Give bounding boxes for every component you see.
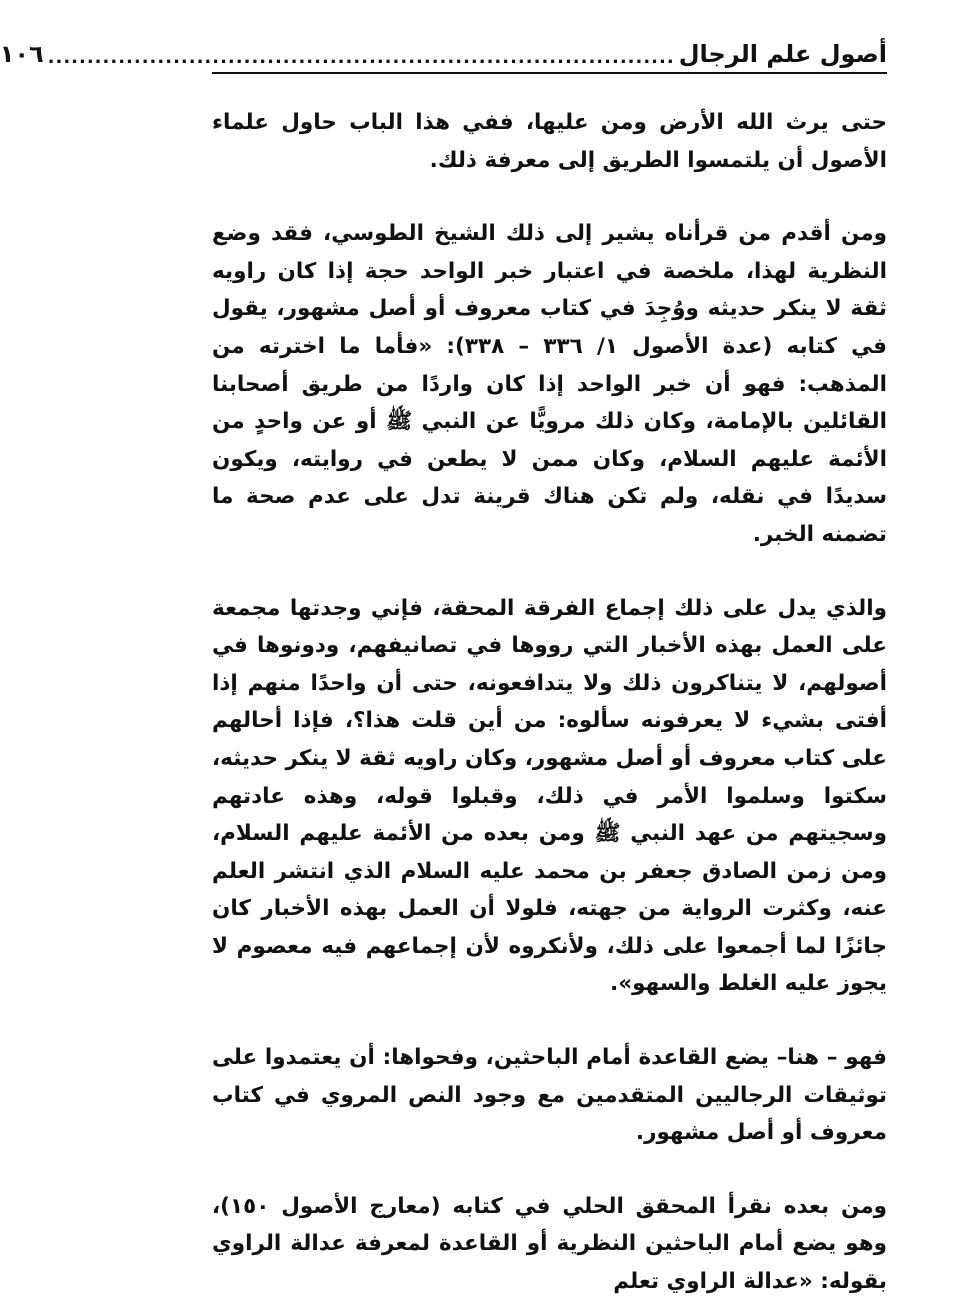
paragraph: فهو – هنا– يضع القاعدة أمام الباحثين، وفحواها: أن يعتمدوا على توثيقات الرجاليين المتقدمين مع وجود النص المروي في كتاب معروف أو أصل مشهور. xyxy=(212,1045,887,1146)
header-dot-leader: ................................................................................ xyxy=(47,47,675,68)
paragraph: حتى يرث الله الأرض ومن عليها، ففي هذا الباب حاول علماء الأصول أن يلتمسوا الطريق إلى معرفة ذلك. xyxy=(212,110,887,173)
running-title: أصول علم الرجال xyxy=(678,40,887,68)
paragraph: ومن بعده نقرأ المحقق الحلي في كتابه (معارج الأصول ١٥٠)، وهو يضع أمام الباحثين النظرية أو القاعدة لمعرفة عدالة الراوي بقوله: «عدالة الراوي تعلم xyxy=(212,1193,887,1295)
page-number: ١٠٦ xyxy=(0,40,44,68)
paragraph: ومن أقدم من قرأناه يشير إلى ذلك الشيخ الطوسي، فقد وضع النظرية لهذا، ملخصة في اعتبار خبر الواحد حجة إذا كان راويه ثقة لا ينكر حديثه ووُجِدَ في كتاب معروف أو أصل مشهور، يقول في كتابه (عدة الأصول ١/ ٣٣٦ – ٣٣٨): «فأما ما اخترته من المذهب: فهو أن خبر الواحد إذا كان واردًا من طريق أصحابنا القائلين بالإمامة، وكان ذلك مرويًّا عن النبي ﷺ أو عن واحدٍ من الأئمة عليهم السلام، وكان ممن لا يطعن في روايته، ويكون سديدًا في نقله، ولم تكن هناك قرينة تدل على عدم صحة ما تضمنه الخبر. xyxy=(212,221,887,547)
page-body xyxy=(212,104,887,1301)
paragraph: والذي يدل على ذلك إجماع الفرقة المحقة، فإني وجدتها مجمعة على العمل بهذه الأخبار التي رووها في تصانيفهم، ودونوها في أصولهم، لا يتناكرون ذلك ولا يتدافعونه، حتى أن واحدًا منهم إذا أفتى بشيء لا يعرفونه سألوه: من أين قلت هذا؟، فإذا أحالهم على كتاب معروف أو أصل مشهور، وكان راويه ثقة لا ينكر حديثه، سكتوا وسلموا الأمر في ذلك، وقبلوا قوله، وهذه عادتهم وسجيتهم من عهد النبي ﷺ ومن بعده من الأئمة عليهم السلام، ومن زمن الصادق جعفر بن محمد عليه السلام الذي انتشر العلم عنه، وكثرت الرواية من جهته، فلولا أن العمل بهذه الأخبار كان جائزًا لما أجمعوا على ذلك، ولأنكروه لأن إجماعهم فيه معصوم لا يجوز عليه الغلط والسهو». xyxy=(212,595,887,997)
page-header xyxy=(0,32,887,74)
